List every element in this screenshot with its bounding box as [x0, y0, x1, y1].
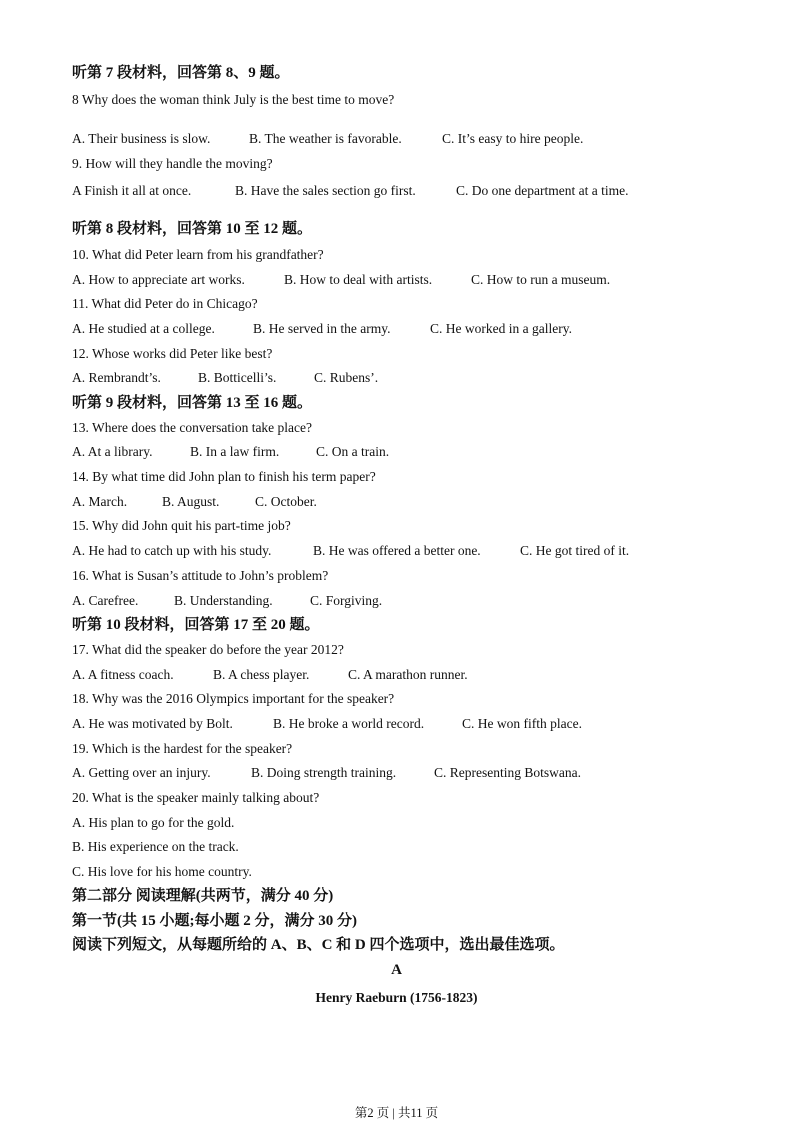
option: C. October.: [255, 494, 317, 509]
question: 15. Why did John quit his part-time job?: [72, 518, 291, 533]
option-line: A. His plan to go for the gold.: [72, 815, 235, 830]
option: B. How to deal with artists.: [284, 272, 433, 287]
option: C. Do one department at a time.: [456, 183, 629, 198]
option: B. The weather is favorable.: [249, 131, 402, 146]
option: A Finish it all at once.: [72, 183, 192, 198]
options-row: [72, 542, 629, 560]
question: 8 Why does the woman think July is the best time to move?: [72, 92, 395, 107]
options-row: [72, 130, 583, 148]
option: A. Getting over an injury.: [72, 765, 211, 780]
question: 16. What is Susan’s attitude to John’s problem?: [72, 568, 329, 583]
passage-label: A: [391, 962, 402, 978]
option: C. He won fifth place.: [462, 716, 582, 731]
instructions: 阅读下列短文，从每题所给的 A、B、C 和 D 四个选项中，选出最佳选项。: [72, 937, 565, 953]
option: B. Understanding.: [174, 593, 273, 608]
option: A. At a library.: [72, 444, 153, 459]
section-header: 听第 10 段材料，回答第 17 至 20 题。: [72, 617, 320, 633]
option: C. He got tired of it.: [520, 543, 630, 558]
question: 17. What did the speaker do before the year 2012?: [72, 642, 344, 657]
question: 20. What is the speaker mainly talking about?: [72, 790, 320, 805]
passage-title: Henry Raeburn (1756-1823): [315, 990, 478, 1005]
options-row: [72, 764, 581, 782]
option: B. In a law firm.: [190, 444, 280, 459]
question: 19. Which is the hardest for the speaker?: [72, 741, 293, 756]
option-line: B. His experience on the track.: [72, 839, 239, 854]
option: A. A fitness coach.: [72, 667, 174, 682]
question: 13. Where does the conversation take place?: [72, 420, 313, 435]
question: 12. Whose works did Peter like best?: [72, 346, 273, 361]
options-row: [72, 182, 628, 200]
option: B. He served in the army.: [253, 321, 391, 336]
option: A. Carefree.: [72, 593, 139, 608]
option: C. He worked in a gallery.: [430, 321, 572, 336]
options-row: [72, 320, 572, 338]
options-row: [72, 666, 468, 684]
section-header: 听第 9 段材料，回答第 13 至 16 题。: [72, 395, 313, 411]
options-row: [72, 369, 378, 387]
options-row: [72, 493, 317, 511]
option: C. Representing Botswana.: [434, 765, 581, 780]
question: 11. What did Peter do in Chicago?: [72, 296, 258, 311]
option: B. He broke a world record.: [273, 716, 425, 731]
question: 18. Why was the 2016 Olympics important for the speaker?: [72, 691, 395, 706]
option-line: C. His love for his home country.: [72, 864, 252, 879]
options-row: [72, 271, 610, 289]
options-row: [72, 592, 382, 610]
option: A. He was motivated by Bolt.: [72, 716, 233, 731]
option: B. Botticelli’s.: [198, 370, 277, 385]
options-row: [72, 715, 582, 733]
page-footer: 第2 页 | 共11 页: [354, 1106, 439, 1120]
option: A. Their business is slow.: [72, 131, 211, 146]
question: 14. By what time did John plan to finish his term paper?: [72, 469, 376, 484]
option: A. He studied at a college.: [72, 321, 215, 336]
option: C. Rubens’.: [314, 370, 379, 385]
option: A. How to appreciate art works.: [72, 272, 245, 287]
option: A. Rembrandt’s.: [72, 370, 161, 385]
option: C. Forgiving.: [310, 593, 383, 608]
subsection-header: 第一节(共 15 小题;每小题 2 分，满分 30 分): [72, 913, 357, 929]
part-header: 第二部分 阅读理解(共两节，满分 40 分): [72, 888, 334, 904]
options-row: [72, 443, 389, 461]
option: B. Doing strength training.: [251, 765, 397, 780]
option: C. On a train.: [316, 444, 390, 459]
option: C. It’s easy to hire people.: [442, 131, 584, 146]
question: 10. What did Peter learn from his grandfather?: [72, 247, 324, 262]
option: A. He had to catch up with his study.: [72, 543, 272, 558]
option: C. A marathon runner.: [348, 667, 468, 682]
option: B. August.: [162, 494, 220, 509]
option: B. A chess player.: [213, 667, 310, 682]
question: 9. How will they handle the moving?: [72, 156, 273, 171]
section-header: 听第 7 段材料，回答第 8、9 题。: [72, 65, 290, 81]
option: C. How to run a museum.: [471, 272, 611, 287]
option: B. Have the sales section go first.: [235, 183, 416, 198]
option: B. He was offered a better one.: [313, 543, 481, 558]
section-header: 听第 8 段材料，回答第 10 至 12 题。: [72, 221, 313, 237]
option: A. March.: [72, 494, 128, 509]
